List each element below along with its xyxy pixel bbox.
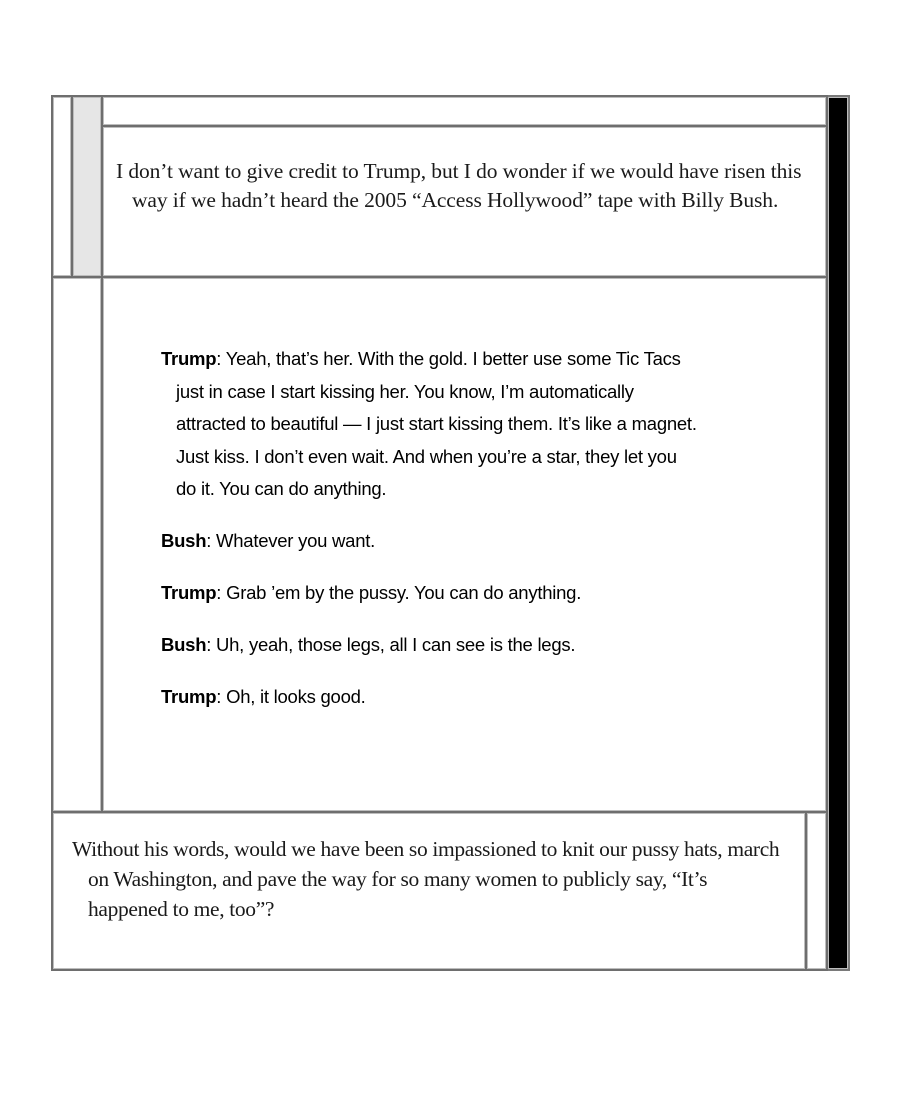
top-header-strip [101, 95, 828, 127]
intro-paragraph: I don’t want to give credit to Trump, but I do wonder if we would have risen this way if we hadn’t heard the 2005 “Access Hollywood” tape with Billy Bush. [116, 159, 802, 212]
dialogue-line [161, 525, 701, 558]
dialogue-text: Yeah, that’s her. With the gold. I better use some Tic Tacs just in case I start kissing her. You know, I’m automatically attracted to beautiful — I just start kissing them. It’s like a magnet. Just kiss. I don’t even wait. And when you’re a star, they let you do it. You can do anything. [176, 348, 697, 499]
dialogue-text: Grab ’em by the pussy. You can do anything. [226, 582, 582, 603]
dialogue-line [161, 681, 701, 714]
separator: : [216, 348, 226, 369]
dialogue-text: Whatever you want. [216, 530, 376, 551]
speaker-name: Trump [161, 686, 217, 707]
speaker-name: Trump [161, 348, 217, 369]
black-side-bar [826, 95, 850, 971]
speaker-name: Trump [161, 582, 217, 603]
speaker-name: Bush [161, 530, 207, 551]
separator: : [206, 530, 217, 551]
top-left-narrow-column [51, 95, 73, 278]
bottom-right-column [805, 811, 828, 971]
top-grey-column [71, 95, 103, 278]
dialogue-text: Uh, yeah, those legs, all I can see is the legs. [216, 634, 576, 655]
dialogue-line [161, 343, 701, 506]
separator: : [216, 686, 227, 707]
separator: : [206, 634, 217, 655]
separator: : [216, 582, 227, 603]
dialogue-line [161, 577, 701, 610]
speaker-name: Bush [161, 634, 207, 655]
dialogue-line [161, 629, 701, 662]
dialogue-transcript [161, 343, 701, 733]
dialogue-text: Oh, it looks good. [226, 686, 366, 707]
closing-paragraph: Without his words, would we have been so impassioned to knit our pussy hats, march on Washington, and pave the way for so many women to publicly say, “It’s happened to me, too”? [72, 837, 780, 921]
middle-left-column [51, 276, 103, 813]
